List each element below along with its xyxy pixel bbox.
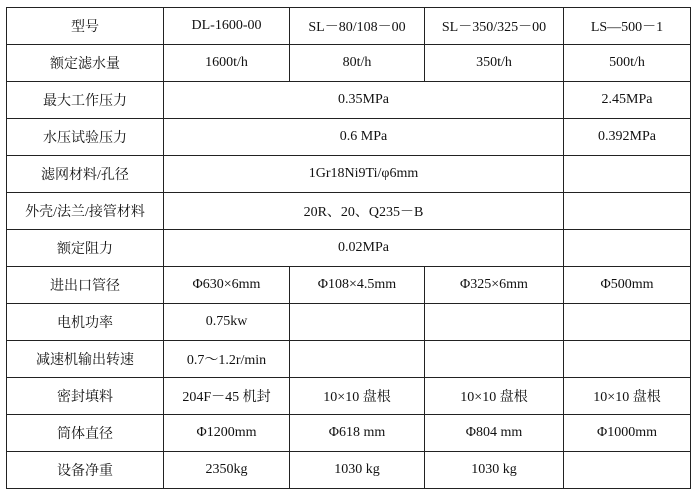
header-cell-dl1600: DL-1600-00: [164, 8, 290, 45]
row-label: 水压试验压力: [7, 119, 164, 156]
table-cell: 0.75kw: [164, 304, 290, 341]
row-label: 外壳/法兰/接管材料: [7, 193, 164, 230]
row-label: 滤网材料/孔径: [7, 156, 164, 193]
spec-table: [6, 7, 691, 489]
merged-cell: 0.02MPa: [164, 230, 564, 267]
table-cell: 2.45MPa: [564, 82, 691, 119]
table-row: [7, 378, 691, 415]
table-cell: [564, 452, 691, 489]
row-label: 设备净重: [7, 452, 164, 489]
header-row: [7, 8, 691, 45]
table-row: [7, 415, 691, 452]
table-cell: 80t/h: [290, 45, 425, 82]
header-cell-ls500: LS—500－1: [564, 8, 691, 45]
table-cell: 10×10 盘根: [425, 378, 564, 415]
table-cell: [564, 156, 691, 193]
table-cell: 2350kg: [164, 452, 290, 489]
table-cell: [564, 304, 691, 341]
table-cell: [564, 193, 691, 230]
table-cell: 204F－45 机封: [164, 378, 290, 415]
row-label: 密封填料: [7, 378, 164, 415]
table-cell: 0.7～1.2r/min: [164, 341, 290, 378]
table-row: [7, 45, 691, 82]
table-cell: [425, 304, 564, 341]
merged-cell: 0.6 MPa: [164, 119, 564, 156]
table-cell: 1030 kg: [425, 452, 564, 489]
table-cell: [564, 341, 691, 378]
table-cell: 10×10 盘根: [564, 378, 691, 415]
table-row: [7, 119, 691, 156]
merged-cell: 0.35MPa: [164, 82, 564, 119]
table-cell: Φ804 mm: [425, 415, 564, 452]
row-label: 筒体直径: [7, 415, 164, 452]
table-row: [7, 452, 691, 489]
table-row: [7, 267, 691, 304]
table-cell: Φ618 mm: [290, 415, 425, 452]
table-cell: [425, 341, 564, 378]
table-cell: Φ1200mm: [164, 415, 290, 452]
table-cell: Φ325×6mm: [425, 267, 564, 304]
table-cell: 1600t/h: [164, 45, 290, 82]
row-label: 最大工作压力: [7, 82, 164, 119]
table-cell: Φ630×6mm: [164, 267, 290, 304]
table-cell: 350t/h: [425, 45, 564, 82]
table-cell: [290, 304, 425, 341]
table-cell: 0.392MPa: [564, 119, 691, 156]
table-row: [7, 341, 691, 378]
row-label: 电机功率: [7, 304, 164, 341]
row-label: 减速机输出转速: [7, 341, 164, 378]
table-cell: Φ108×4.5mm: [290, 267, 425, 304]
merged-cell: 1Gr18Ni9Ti/φ6mm: [164, 156, 564, 193]
header-cell-sl350: SL－350/325－00: [425, 8, 564, 45]
header-cell-model: 型号: [7, 8, 164, 45]
table-cell: Φ500mm: [564, 267, 691, 304]
row-label: 额定滤水量: [7, 45, 164, 82]
table-row: [7, 82, 691, 119]
table-cell: Φ1000mm: [564, 415, 691, 452]
table-row: [7, 193, 691, 230]
table-cell: [290, 341, 425, 378]
table-cell: 1030 kg: [290, 452, 425, 489]
row-label: 额定阻力: [7, 230, 164, 267]
table-cell: 10×10 盘根: [290, 378, 425, 415]
table-row: [7, 304, 691, 341]
merged-cell: 20R、20、Q235－B: [164, 193, 564, 230]
row-label: 进出口管径: [7, 267, 164, 304]
table-cell: 500t/h: [564, 45, 691, 82]
table-row: [7, 156, 691, 193]
table-cell: [564, 230, 691, 267]
header-cell-sl80: SL－80/108－00: [290, 8, 425, 45]
table-row: [7, 230, 691, 267]
